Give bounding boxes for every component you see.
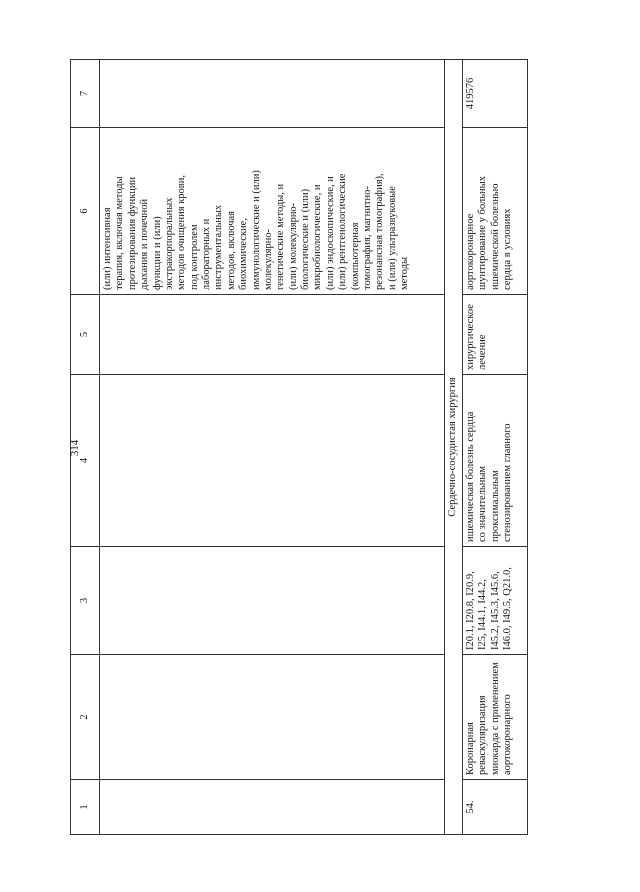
row1-col6: (или) интенсивная терапия, включая методы протезирования функции дыхания и почечной функции и (или) экстракорпоральных методов очищения крови, под контролем лабораторных и инструментальных методов, включая биохимические, иммунологические и (или) молекулярно- генетические методы, и (или) молекулярно- биологические и (или) микробиологические, и (или) эндоскопические, и (или) рентгенологические (компьютерная томография, магнитно- резонансная томография), и (или) ультразвуковые методы [100, 128, 445, 295]
row2-col7: 419576 [463, 60, 528, 128]
header-col-7: 7 [71, 60, 100, 128]
header-col-3: 3 [71, 547, 100, 655]
header-row [71, 60, 100, 835]
row1-col1 [100, 780, 445, 835]
header-col-4: 4 [71, 375, 100, 547]
row1-col4 [100, 375, 445, 547]
header-col-1: 1 [71, 780, 100, 835]
row2-col6: аортокоронарное шунтирование у больных ишемической болезнью сердца в условиях [463, 128, 528, 295]
row2-col2: Коронарная реваскуляризация миокарда с применением аортокоронарного [463, 655, 528, 780]
row2-col5: хирургическое лечение [463, 295, 528, 375]
header-col-5: 5 [71, 295, 100, 375]
row2-col4: ишемическая болезнь сердца со значительным проксимальным стенозированием главного [463, 375, 528, 547]
section-row [445, 60, 463, 835]
row1-col3 [100, 547, 445, 655]
page-number: 314 [69, 439, 81, 457]
table-row [463, 60, 528, 835]
row2-col1: 54. [463, 780, 528, 835]
table-row [100, 60, 445, 835]
row1-col2 [100, 655, 445, 780]
row1-col5 [100, 295, 445, 375]
header-col-6: 6 [71, 128, 100, 295]
row2-col3: I20.1, I20.8, I20.9, I25, I44.1, I44.2, I45.2, I45.3, I45.6, I46.0, I49.5, Q21.0, [463, 547, 528, 655]
rotated-table-container [70, 60, 550, 835]
row1-col7 [100, 60, 445, 128]
medical-procedures-table [70, 59, 528, 835]
header-col-2: 2 [71, 655, 100, 780]
section-title: Сердечно-сосудистая хирургия [445, 60, 463, 835]
